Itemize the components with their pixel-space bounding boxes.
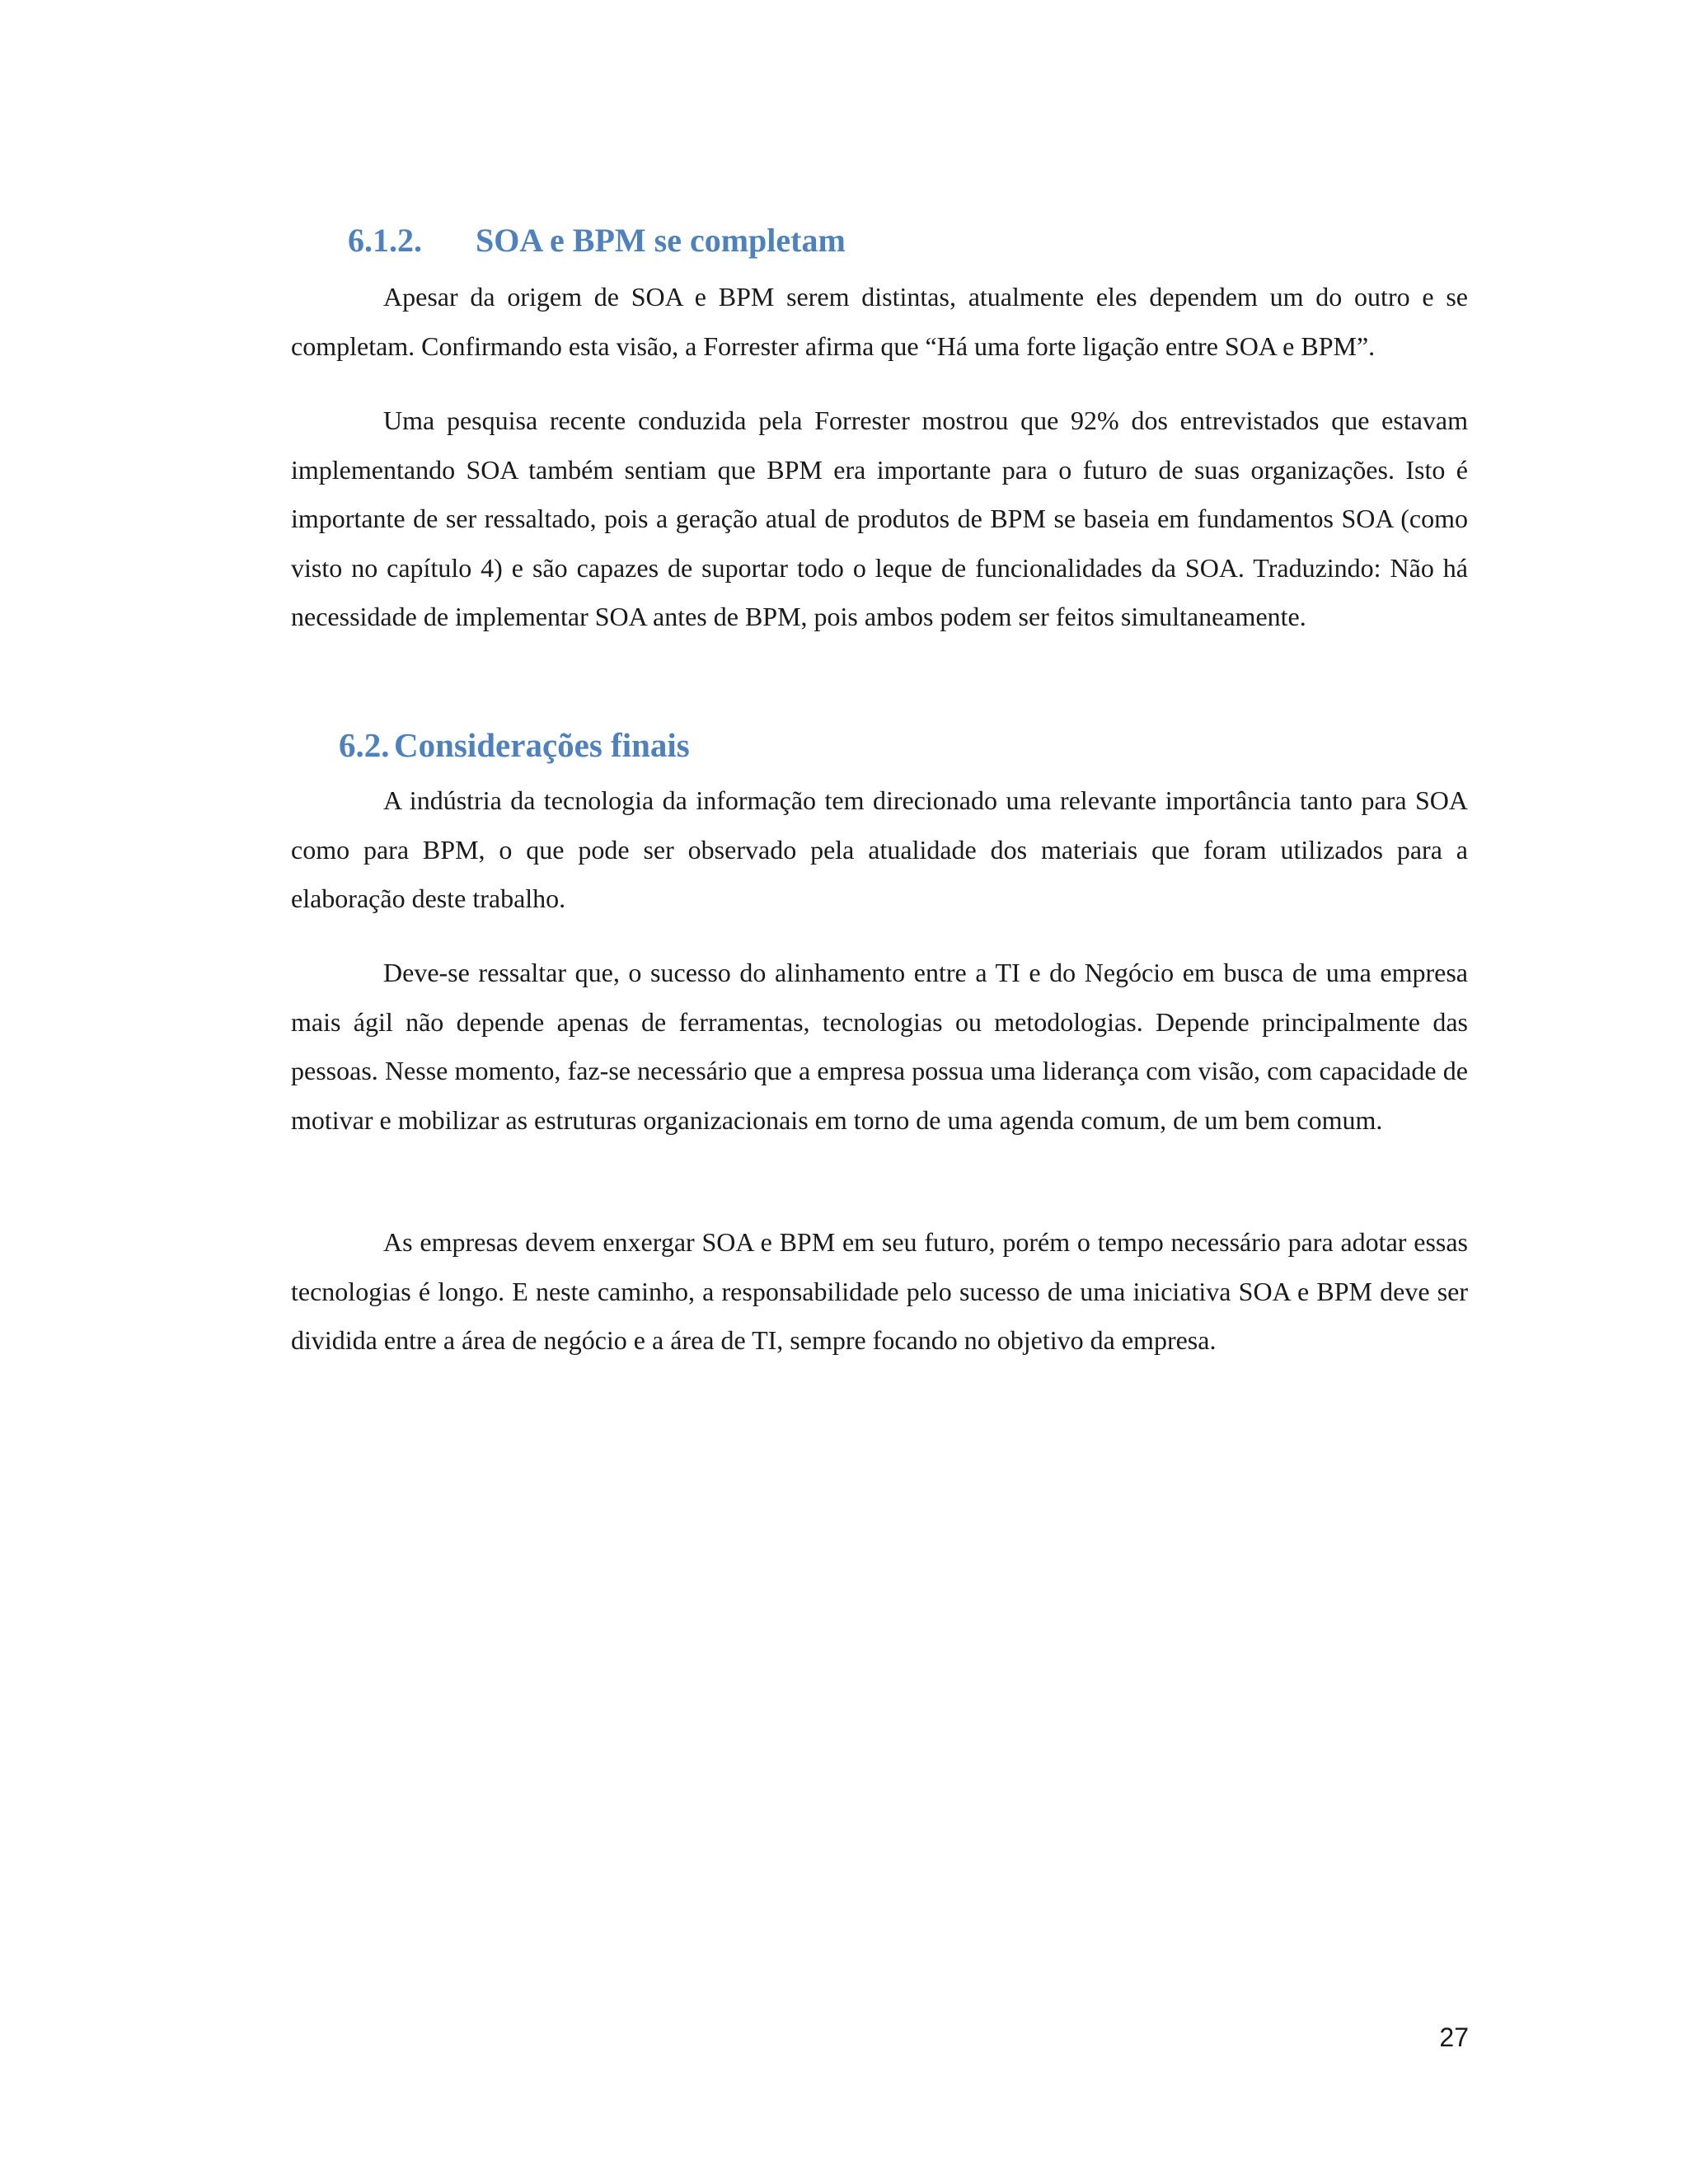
body-paragraph: Deve-se ressaltar que, o sucesso do alinhamento entre a TI e do Negócio em busca de uma empresa mais ágil não depende apenas de ferramentas, tecnologias ou metodologias. Depende principalmente das pessoas. Nesse momento, faz-se necessário que a empresa possua uma liderança com visão, com capacidade de motivar e mobilizar as estruturas organizacionais em torno de uma agenda comum, de um bem comum. xyxy=(291,958,1468,1135)
page-number: 27 xyxy=(1439,2022,1469,2052)
section-number: 6.2. xyxy=(339,726,390,764)
body-paragraph: Uma pesquisa recente conduzida pela Forrester mostrou que 92% dos entrevistados que estavam implementando SOA também sentiam que BPM era importante para o futuro de suas organizações. Isto é importante de ser ressaltado, pois a geração atual de produtos de BPM se baseia em fundamentos SOA (como visto no capítulo 4) e são capazes de suportar todo o leque de funcionalidades da SOA. Traduzindo: Não há necessidade de implementar SOA antes de BPM, pois ambos podem ser feitos simultaneamente. xyxy=(291,405,1468,632)
body-paragraph: As empresas devem enxergar SOA e BPM em seu futuro, porém o tempo necessário para adotar essas tecnologias é longo. E neste caminho, a responsabilidade pelo sucesso de uma iniciativa SOA e BPM deve ser dividida entre a área de negócio e a área de TI, sempre focando no objetivo da empresa. xyxy=(291,1227,1468,1356)
body-paragraph: A indústria da tecnologia da informação tem direcionado uma relevante importância tanto para SOA como para BPM, o que pode ser observado pela atualidade dos materiais que foram utilizados para a elaboração deste trabalho. xyxy=(291,785,1468,914)
section-heading-6-2 xyxy=(339,725,690,765)
body-paragraph: Apesar da origem de SOA e BPM serem distintas, atualmente eles dependem um do outro e se completam. Confirmando esta visão, a Forrester afirma que “Há uma forte ligação entre SOA e BPM”. xyxy=(291,282,1468,361)
section-heading-6-1-2 xyxy=(348,221,846,260)
section-title: SOA e BPM se completam xyxy=(476,222,846,259)
section-number: 6.1.2. xyxy=(348,222,422,259)
section-title: Considerações finais xyxy=(394,726,690,764)
